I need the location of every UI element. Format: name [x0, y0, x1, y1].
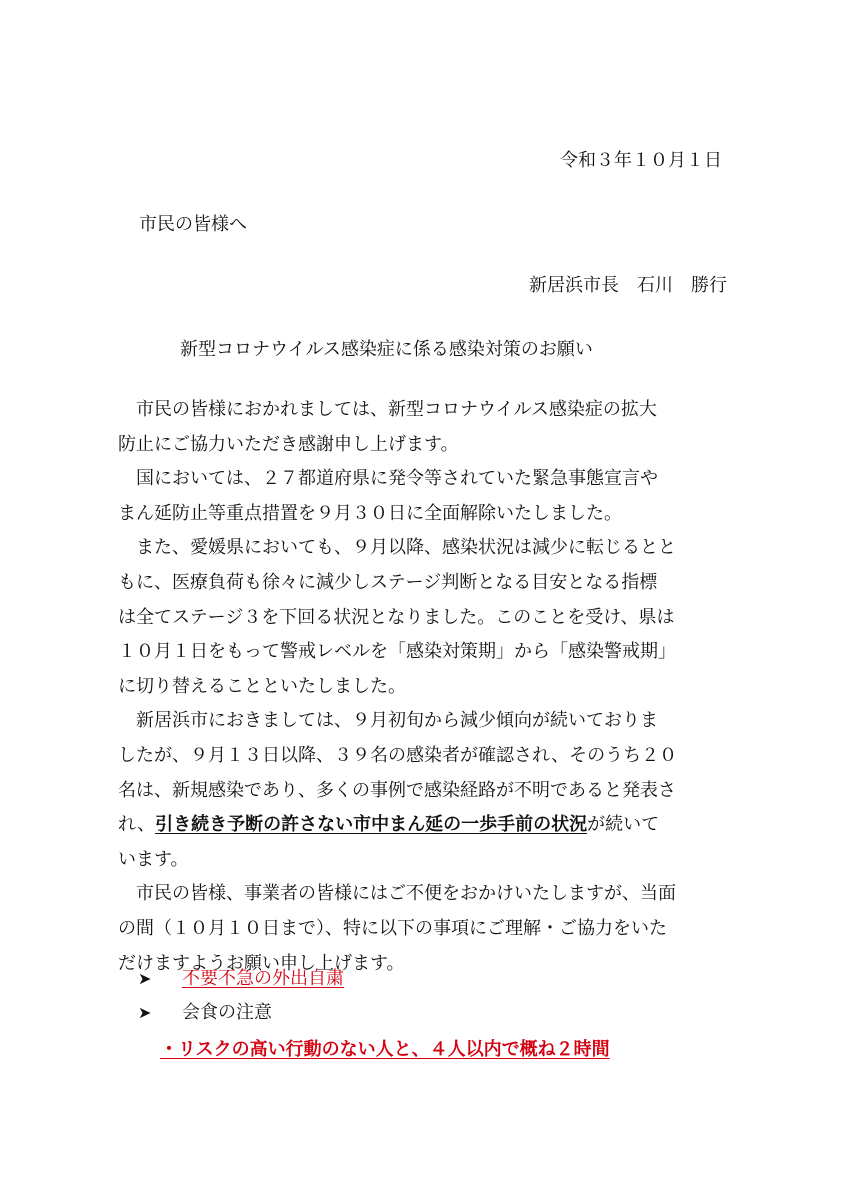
- body-line: また、愛媛県においても、９月以降、感染状況は減少に転じるとと: [118, 537, 676, 559]
- body-line: 国においては、２７都道府県に発令等されていた緊急事態宣言や: [118, 468, 658, 490]
- body-line: 市民の皆様におかれましては、新型コロナウイルス感染症の拡大: [118, 399, 657, 420]
- emphasis-text: 引き続き予断の許さない市中まん延の一歩手前の状況: [155, 814, 588, 836]
- body-line: 市民の皆様、事業者の皆様にはご不便をおかけいたしますが、当面: [118, 883, 676, 905]
- body-line: に切り替えることといたしました。: [118, 675, 406, 697]
- body-line: 防止にご協力いただき感謝申し上げます。: [118, 433, 459, 455]
- body-line-emphasis: [118, 808, 758, 843]
- body-line: 名は、新規感染であり、多くの事例で感染経路が不明であると発表さ: [118, 779, 676, 801]
- body-line: います。: [118, 848, 189, 870]
- body-line: だけますようお願い申し上げます。: [118, 952, 405, 974]
- body-line: もに、医療負荷も徐々に減少しステージ判断となる目安となる指標: [118, 571, 658, 593]
- sender-signature: 新居浜市長 石川 勝行: [529, 275, 727, 296]
- bullet-list: [138, 962, 344, 1030]
- dining-rule: ・リスクの高い行動のない人と、４人以内で概ね２時間: [160, 1039, 610, 1060]
- body-line: したが、９月１３日以降、３９名の感染者が確認され、そのうち２０: [118, 744, 678, 766]
- body-line: 新居浜市におきましては、９月初旬から減少傾向が続いておりま: [118, 710, 658, 732]
- body-line: の間（１０月１０日まで）、特に以下の事項にご理解・ご協力をいた: [118, 917, 667, 939]
- document-date: 令和３年１０月１日: [560, 150, 722, 171]
- arrow-bullet-icon: ➤: [138, 1003, 152, 1022]
- bullet-item-stay-home: [138, 962, 344, 996]
- body-line: まん延防止等重点措置を９月３０日に全面解除いたしました。: [118, 502, 622, 524]
- body-text: [118, 393, 758, 981]
- bullet-item-dining: [138, 996, 344, 1030]
- bullet-text-stay-home: 不要不急の外出自粛: [182, 968, 344, 989]
- body-line: １０月１日をもって警戒レベルを「感染対策期」から「感染警戒期」: [118, 641, 676, 663]
- body-line-after: が続いて: [587, 814, 660, 836]
- arrow-bullet-icon: ➤: [138, 969, 152, 988]
- body-line-before: れ、: [118, 814, 156, 836]
- addressee: 市民の皆様へ: [139, 214, 247, 235]
- document-title: 新型コロナウイルス感染症に係る感染対策のお願い: [180, 339, 593, 360]
- body-line: は全てステージ３を下回る状況となりました。このことを受け、県は: [118, 606, 675, 628]
- bullet-text-dining: 会食の注意: [182, 1002, 272, 1023]
